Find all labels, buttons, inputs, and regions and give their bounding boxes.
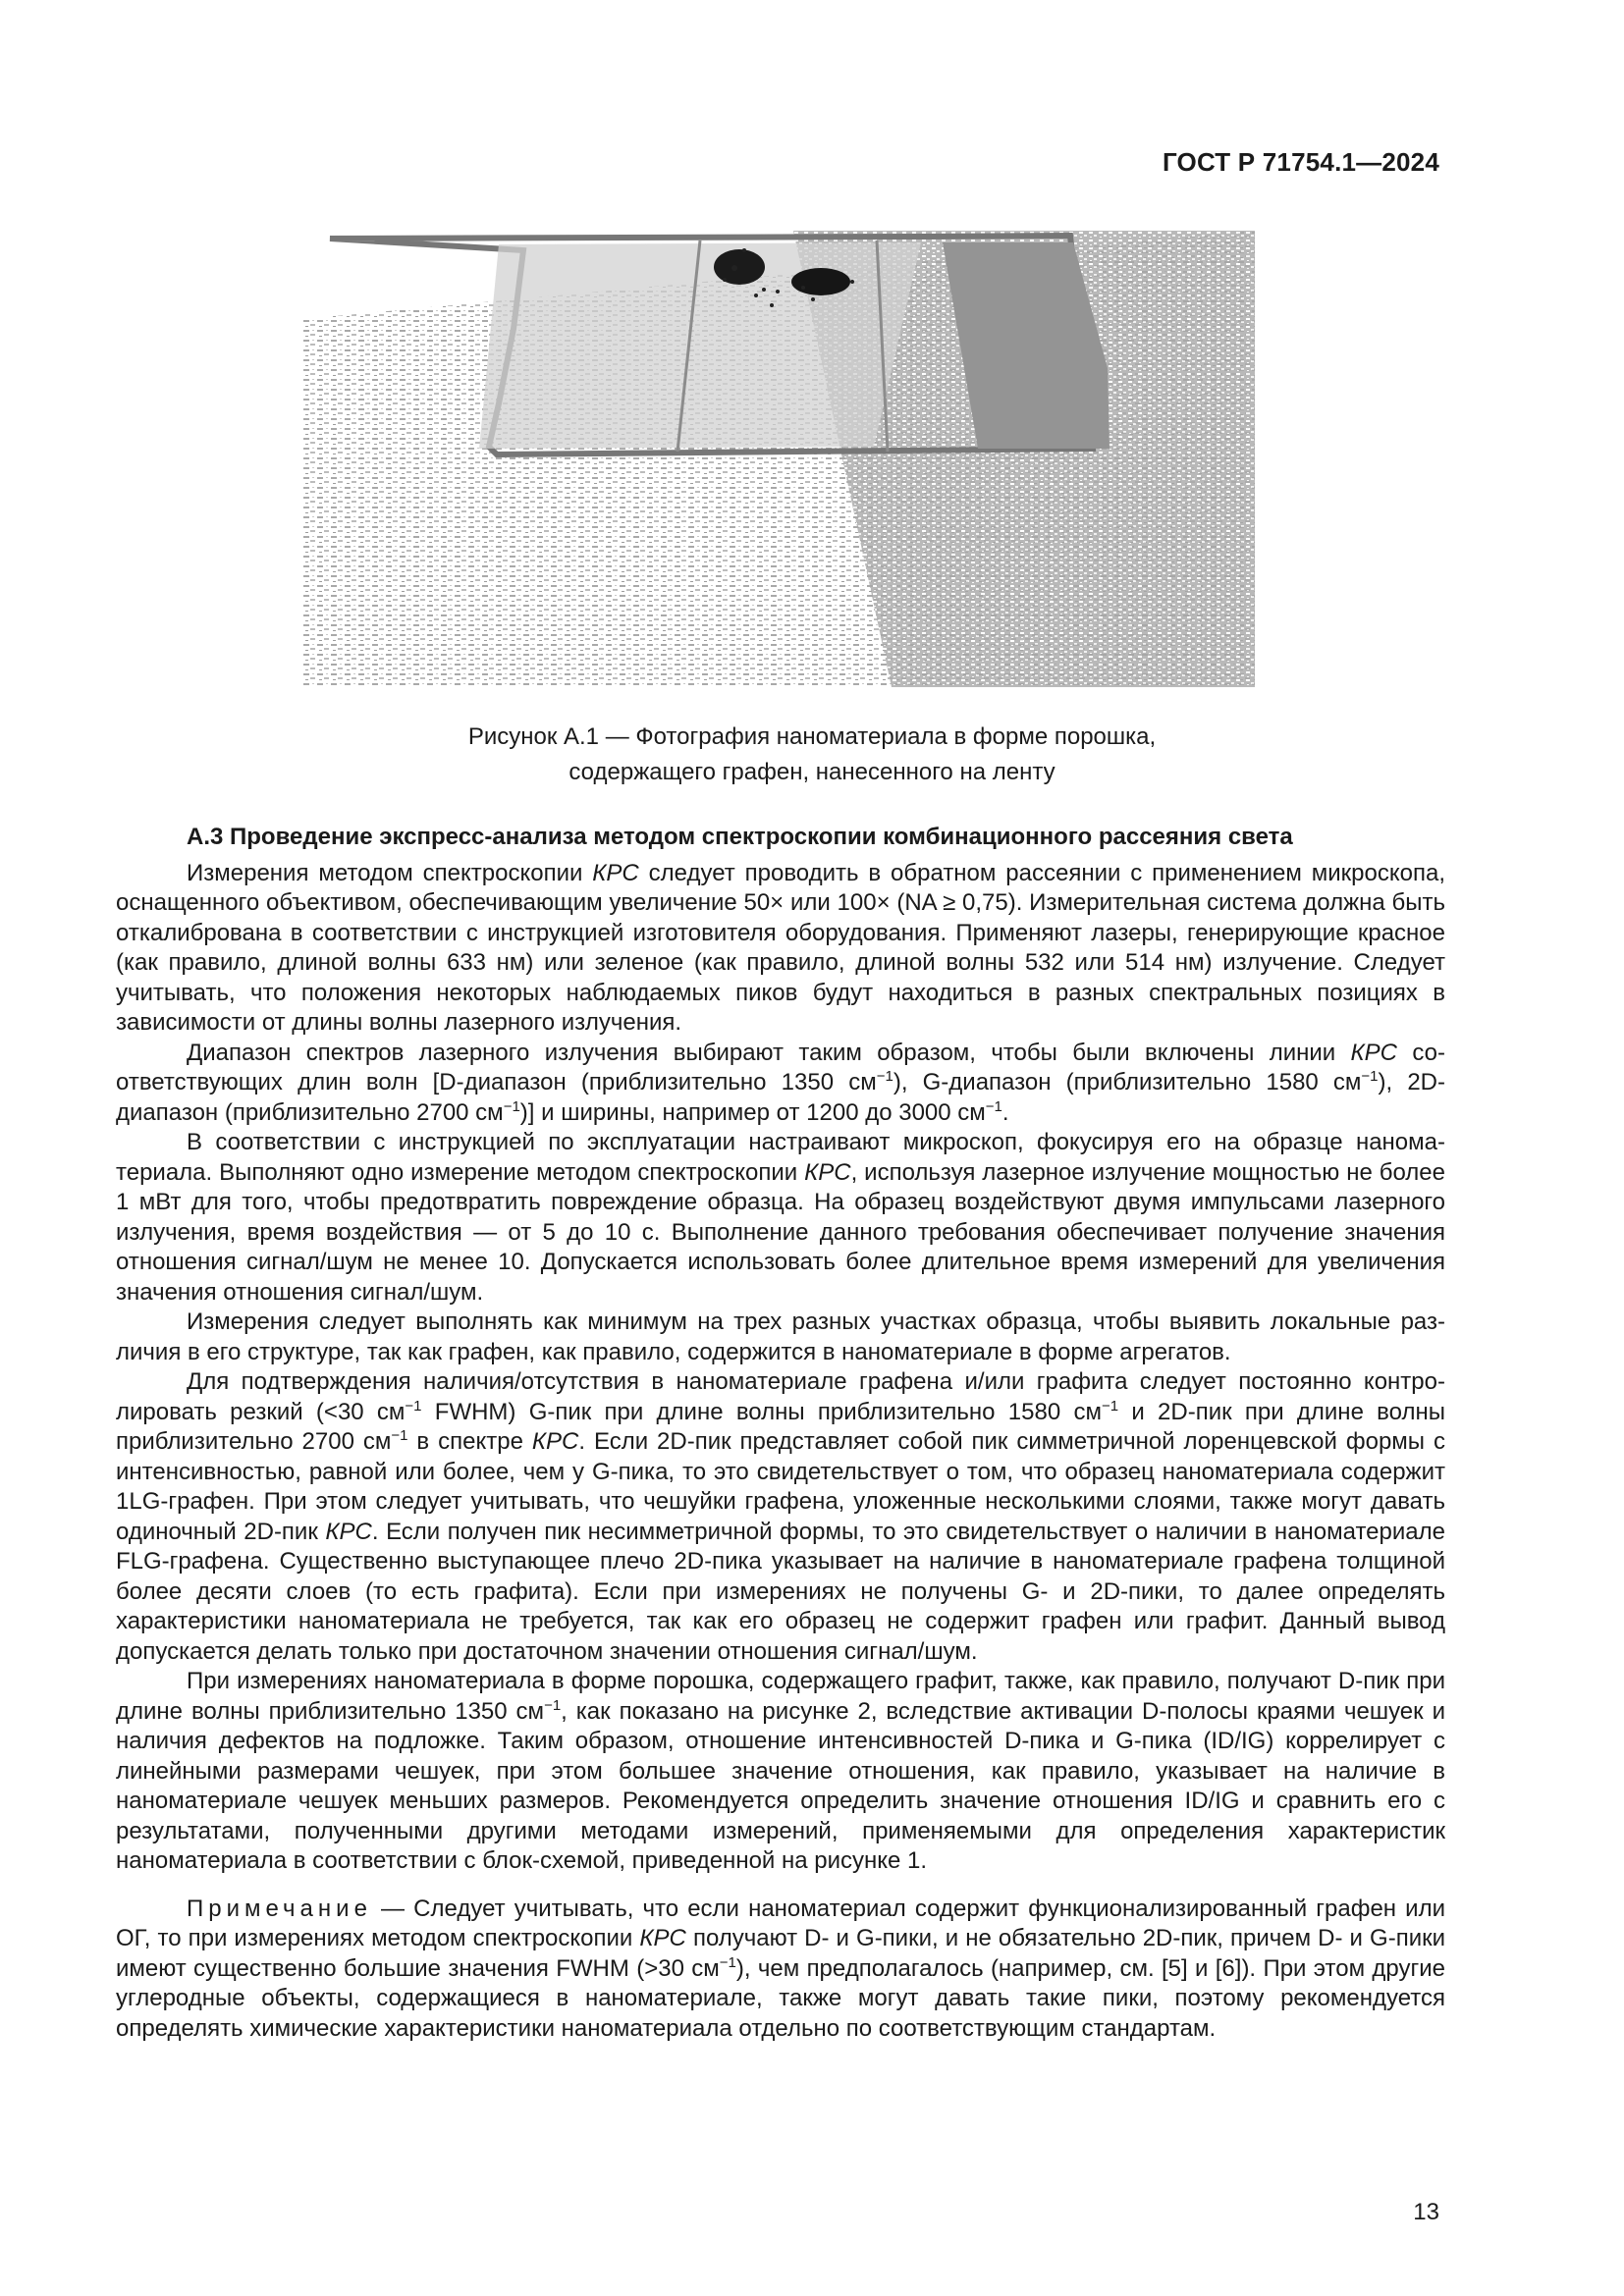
superscript: −1 — [503, 1097, 520, 1115]
text-run: . Если 2D-пик представляет собой пик симметричной лоренцевской формы с интенсивностью, равной или более, чем у G-пика, то это свидетельствует о том, что образец наноматериала содержит 1LG-графен. При этом следует учитывать, что чешуйки графена, уложенные несколькими слоями, также могут давать одиночный 2D-пик — [116, 1428, 1445, 1545]
text-run: Измерения методом спектроскопии — [187, 859, 593, 886]
superscript: −1 — [985, 1097, 1002, 1115]
text-run: и 2D-пик при длине волны приблизительно 2700 см — [116, 1398, 1445, 1455]
caption-line-1: Рисунок А.1 — Фотография наноматериала в форме порошка, — [467, 723, 1157, 750]
text-run-italic: КРС — [1350, 1039, 1398, 1066]
superscript: −1 — [1101, 1397, 1119, 1415]
text-run: ), G-диапазон (приблизительно 1580 см — [893, 1069, 1362, 1095]
caption-line-2: содержащего графен, нанесенного на ленту — [568, 759, 1056, 785]
note-paragraph — [116, 1895, 1445, 2045]
text-run: . Если получен пик несимметричной формы, то это свидетельствует о наличии в наноматериале FLG-графена. Существенно выступающее плечо 2D-пика указывает на наличие в наноматериале графена толщиной более десяти слоев (то есть графита). Если при измерениях не получены G- и 2D-пики, то далее определять характеристики наноматериала не требуется, так как его образец не содержит графен или графит. Данный вывод допускается делать только при достаточном значении отношения сигнал/шум. — [116, 1518, 1445, 1665]
section-heading: А.3 Проведение экспресс-анализа методом спектроскопии комбинационного рассеяния света — [187, 824, 1293, 850]
text-run: Диапазон спектров лазерного излучения выбирают таким образом, чтобы были включены линии — [187, 1039, 1351, 1066]
text-run: Для подтверждения наличия/отсутствия в наноматериале графена и/или графита следует постоянно контролировать резкий (<30 см — [116, 1368, 1445, 1425]
text-run-italic: КРС — [592, 859, 639, 886]
standard-header: ГОСТ Р 71754.1—2024 — [1162, 147, 1439, 177]
text-run: получают D- и G-пики, и не обязательно 2D-пик, причем D- и G-пики имеют существенно большие значения FWHM (>30 см — [116, 1925, 1446, 1982]
superscript: −1 — [719, 1953, 736, 1971]
paragraph-4: Измерения следует выполнять как минимум на трех разных участках образца, чтобы выявить локальные различия в его структуре, так как графен, как правило, содержится в наноматериале в форме агрегатов. — [116, 1308, 1445, 1365]
superscript: −1 — [876, 1068, 893, 1085]
paragraph-3 — [116, 1128, 1445, 1308]
figure-photo — [302, 231, 1255, 687]
note-label: Примечание — [187, 1895, 372, 1922]
graphene-tape-photo — [302, 231, 1255, 687]
text-run: , как показано на рисунке 2, вследствие активации D-полосы краями чешуек и наличия дефектов на подложке. Таким образом, отношение интенсивностей D-пика и G-пика (ID/IG) коррелирует с линейными размерами чешуек, при этом большее значение отношения, как правило, указывает на наличие в наноматериале чешуек меньших размеров. Рекомендуется определить значение отношения ID/IG и сравнить его с результатами, полученными другими методами измерений, применяемыми для определения характеристик наноматериала в соответствии с блок-схемой, приведенной на рисунке 1. — [116, 1697, 1446, 1874]
text-run: следует проводить в обратном рассеянии с применением микроскопа, оснащенного объективом, обеспечивающим увеличение 50× или 100× (NA ≥ 0,75). Измерительная система должна быть откалибрована в соответствии с инструкцией изготовителя оборудования. Применяют лазеры, генерирующие красное (как правило, длиной волны 633 нм) или зеленое (как правило, длиной волны 532 или 514 нм) излучение. Следует учитывать, что положения некоторых наблюдаемых пиков будут находиться в разных спектральных позициях в зависимости от длины волны лазерного излучения. — [116, 859, 1445, 1036]
superscript: −1 — [405, 1397, 422, 1415]
text-run: соответствующих длин волн [D-диапазон (приблизительно 1350 см — [116, 1039, 1445, 1095]
superscript: −1 — [544, 1696, 562, 1714]
text-run-italic: КРС — [639, 1925, 686, 1951]
superscript: −1 — [1361, 1068, 1379, 1085]
paragraph-1 — [116, 859, 1445, 1039]
text-run: ), чем предполагалось (например, см. [5] и [6]). При этом другие углеродные объекты, содержащиеся в наноматериале, также могут давать такие пики, поэтому рекомендуется определять химические характеристики наноматериала отдельно по соответствующим стандартам. — [116, 1954, 1446, 2042]
superscript: −1 — [391, 1427, 408, 1444]
text-run: ), 2D-диапазон (приблизительно 2700 см — [116, 1069, 1446, 1126]
text-run: — Следует учитывать, что если наноматериал содержит функционализированный графен или ОГ, то при измерениях методом спектроскопии — [116, 1895, 1445, 1951]
text-run: )] и ширины, например от 1200 до 3000 см — [519, 1098, 986, 1126]
text-run: При измерениях наноматериала в форме порошка, содержащего графит, также, как правило, получают D-пик при длине волны приблизительно 1350 см — [116, 1668, 1445, 1725]
text-run: В соответствии с инструкцией по эксплуатации настраивают микроскоп, фокусируя его на образце наноматериала. Выполняют одно измерение методом спектроскопии — [116, 1129, 1445, 1186]
figure-caption — [0, 720, 1624, 790]
text-run: в спектре — [407, 1428, 532, 1455]
paragraph-2 — [116, 1039, 1445, 1129]
page-number: 13 — [1413, 2199, 1439, 2225]
text-run: . — [1001, 1098, 1009, 1126]
text-run-italic: КРС — [804, 1158, 851, 1186]
paragraph-6 — [116, 1667, 1445, 1877]
paragraph-5 — [116, 1367, 1445, 1667]
text-run: FWHM) G-пик при длине волны приблизительно 1580 см — [421, 1398, 1102, 1425]
text-run-italic: КРС — [531, 1428, 579, 1455]
text-run-italic: КРС — [325, 1518, 372, 1545]
text-run: , используя лазерное излучение мощностью не более 1 мВт для того, чтобы предотвратить повреждение образца. На образец воздействуют двумя импульсами лазерного излучения, время воздействия — от 5 до 10 с. Выполнение данного требования обеспечивает получение значения отношения сигнал/шум не менее 10. Допускается использовать более длительное время измерений для увеличения значения отношения сигнал/шум. — [116, 1158, 1445, 1306]
section-body — [116, 823, 1445, 2044]
